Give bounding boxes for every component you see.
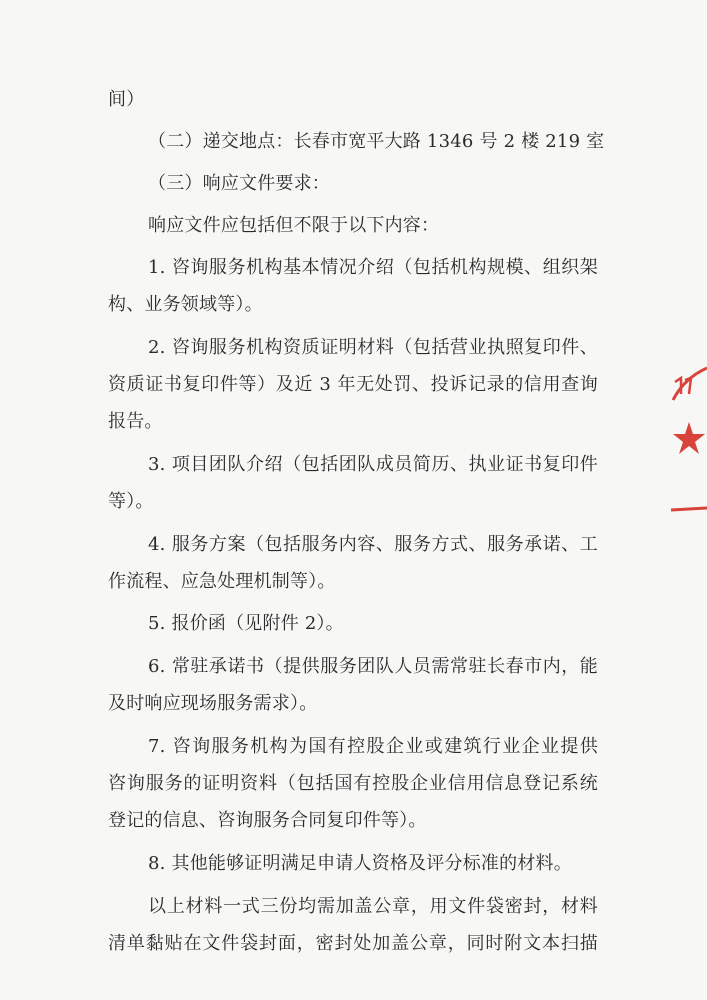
text-line: 间）: [108, 89, 145, 110]
seal-arc-bottom: [671, 508, 707, 510]
text-line: 7. 咨询服务机构为国有控股企业或建筑行业企业提供: [148, 736, 598, 757]
text-line: 构、业务领域等）。: [108, 294, 263, 315]
text-line: 资质证书复印件等）及近 3 年无处罚、投诉记录的信用查询: [108, 374, 598, 395]
text-line: 登记的信息、咨询服务合同复印件等）。: [108, 810, 427, 831]
text-line: 以上材料一式三份均需加盖公章，用文件袋密封，材料: [148, 896, 598, 917]
text-line: （二）递交地点：长春市宽平大路 1346 号 2 楼 219 室: [148, 131, 605, 152]
text-line: 6. 常驻承诺书（提供服务团队人员需常驻长春市内，能: [148, 656, 598, 677]
text-line: 响应文件应包括但不限于以下内容：: [148, 215, 440, 236]
text-line: （三）响应文件要求：: [148, 173, 330, 194]
text-line: 报告。: [108, 411, 163, 432]
text-line: 1. 咨询服务机构基本情况介绍（包括机构规模、组织架: [148, 257, 598, 278]
red-seal-fragment: [667, 360, 707, 520]
seal-star: [673, 422, 705, 454]
text-line: 清单黏贴在文件袋封面，密封处加盖公章，同时附文本扫描: [108, 933, 598, 954]
text-line: 8. 其他能够证明满足申请人资格及评分标准的材料。: [148, 853, 572, 874]
text-line: 3. 项目团队介绍（包括团队成员简历、执业证书复印件: [148, 454, 598, 475]
text-line: 4. 服务方案（包括服务内容、服务方式、服务承诺、工: [148, 534, 598, 555]
text-line: 作流程、应急处理机制等）。: [108, 571, 336, 592]
text-line: 及时响应现场服务需求）。: [108, 693, 318, 714]
text-line: 2. 咨询服务机构资质证明材料（包括营业执照复印件、: [148, 337, 598, 358]
text-line: 5. 报价函（见附件 2）。: [148, 613, 344, 634]
text-line: 等）。: [108, 491, 154, 512]
text-line: 咨询服务的证明资料（包括国有控股企业信用信息登记系统: [108, 773, 598, 794]
